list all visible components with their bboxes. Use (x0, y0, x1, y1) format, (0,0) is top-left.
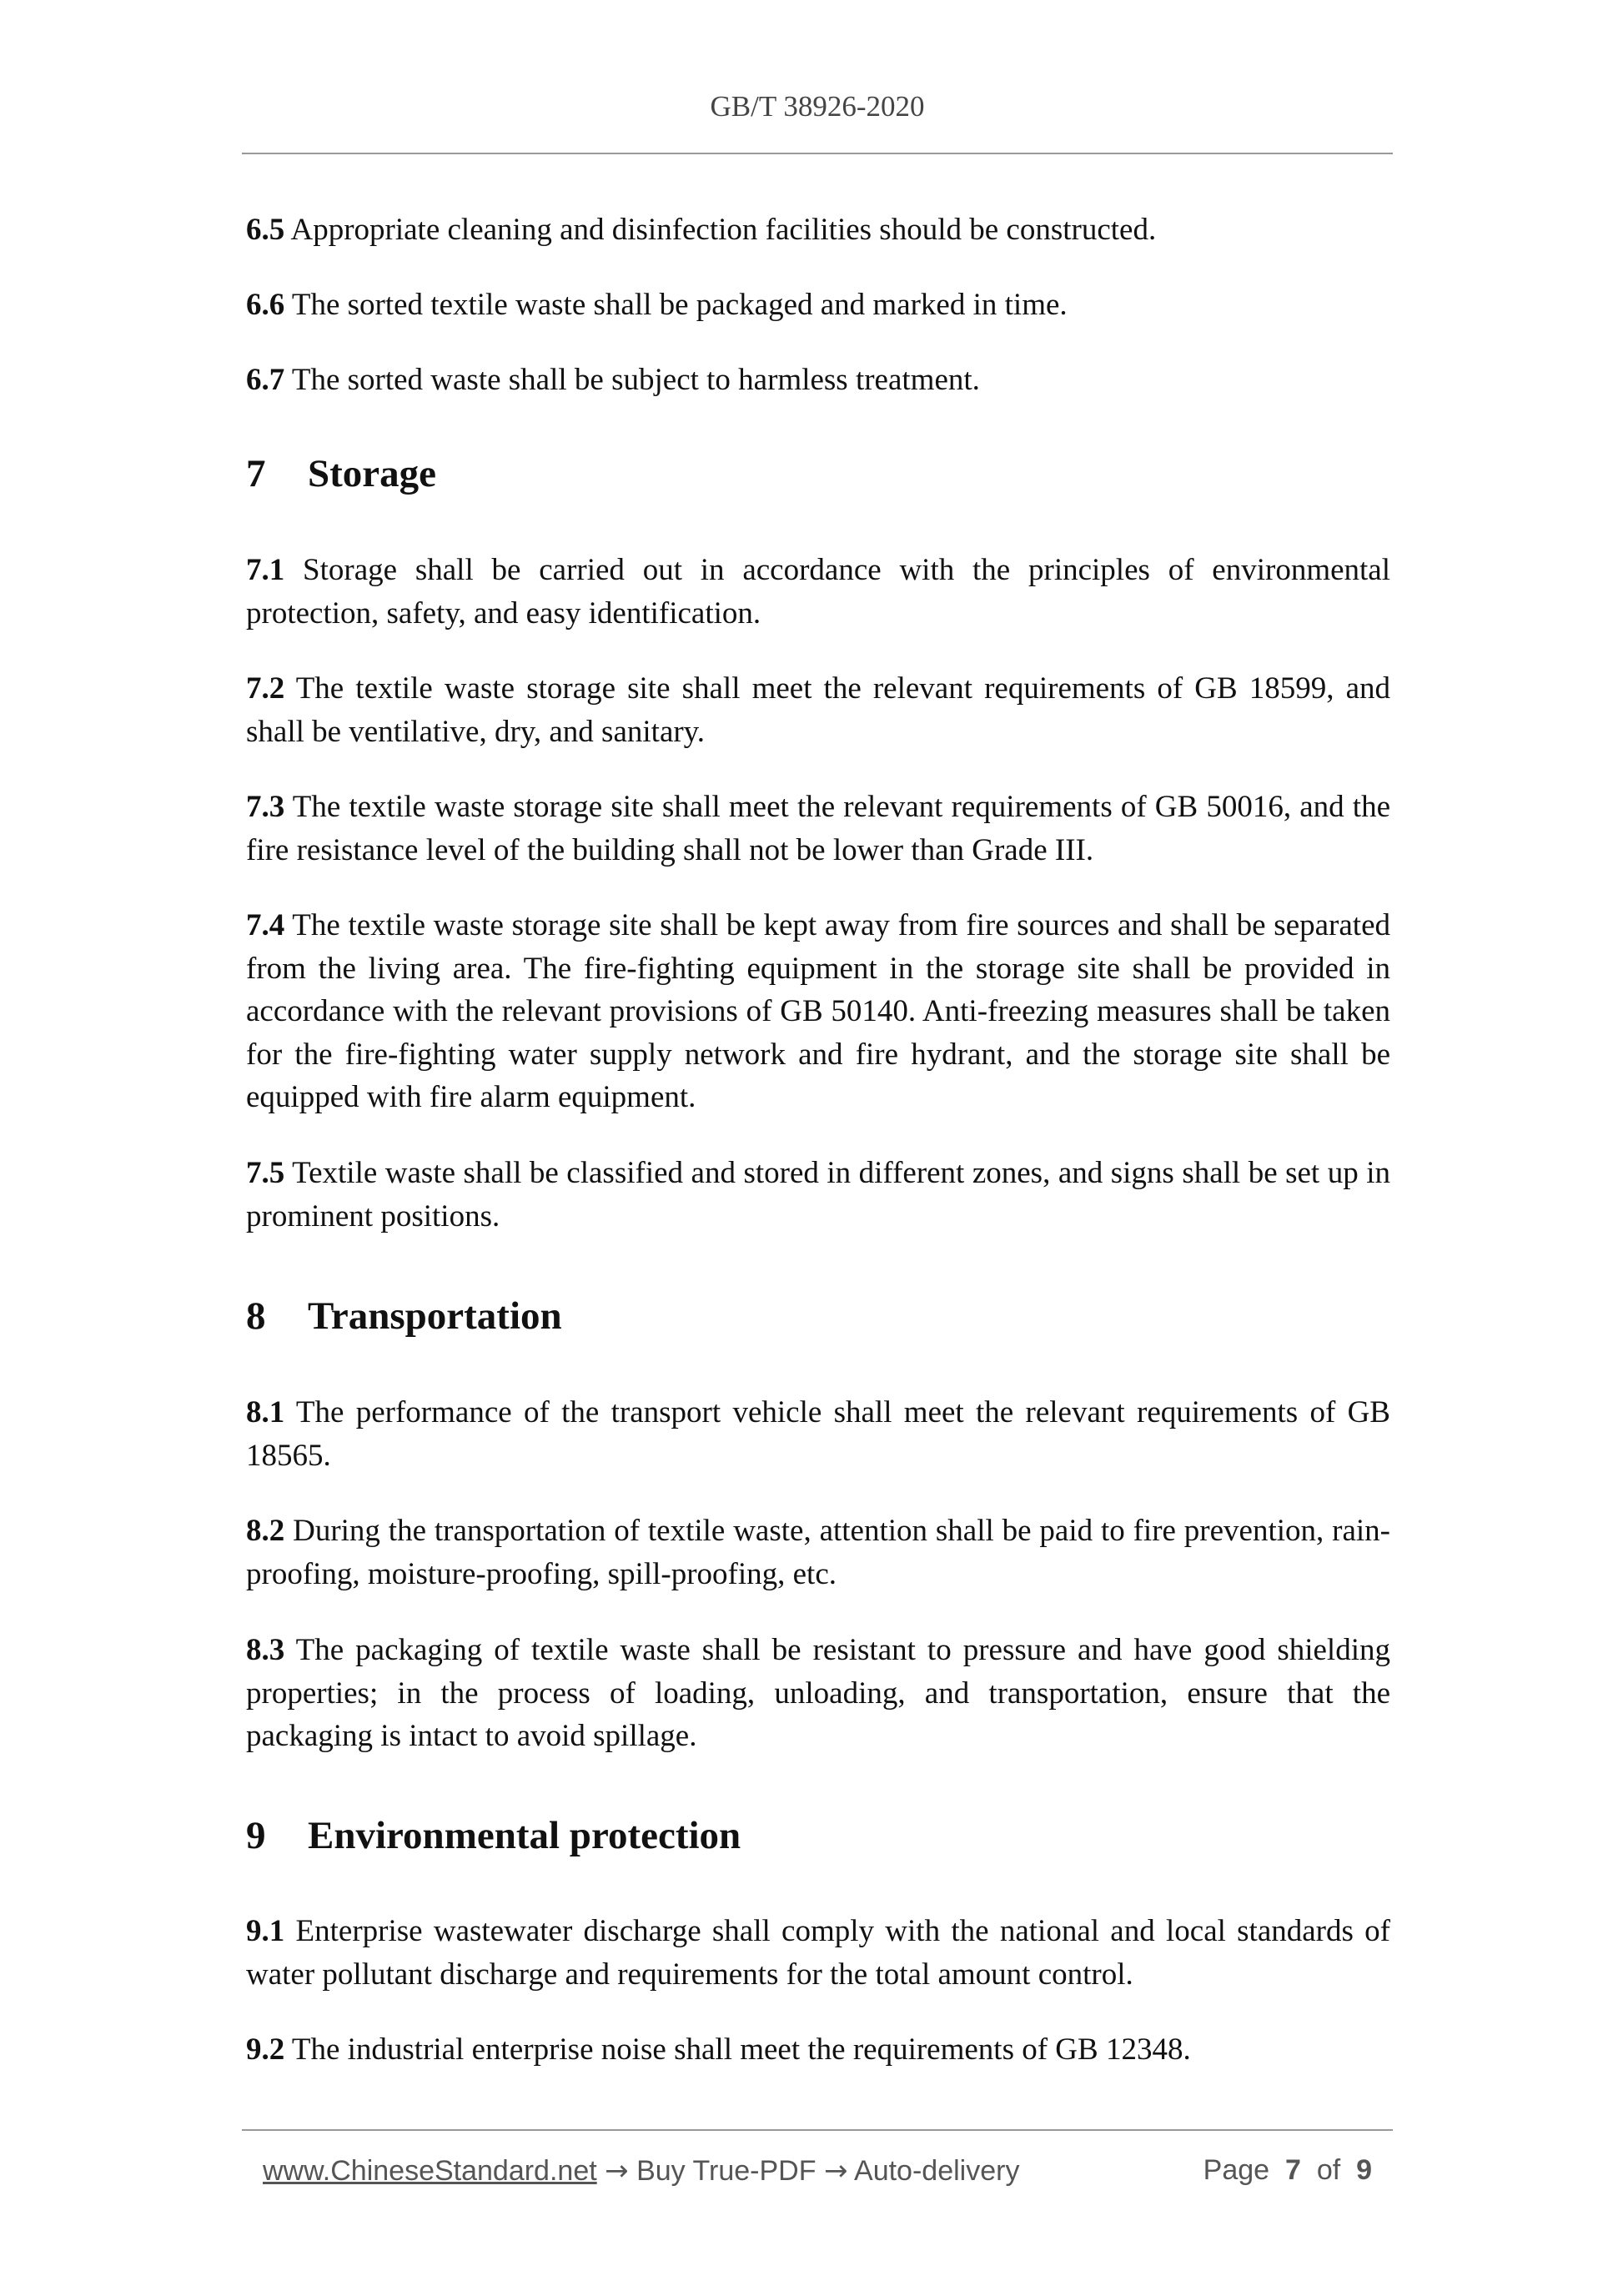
section-title: Environmental protection (308, 1814, 741, 1857)
section-heading-transportation (246, 1291, 562, 1341)
clause-number: 6.7 (246, 363, 285, 397)
clause-6-7 (246, 359, 1390, 402)
clause-text: The packaging of textile waste shall be resistant to pressure and have good shielding properties; in the process of loading, unloading, and transportation, ensure that the packaging is intact to avoid spillage. (246, 1633, 1390, 1753)
footer-promo (263, 2154, 1019, 2188)
clause-number: 8.1 (246, 1395, 285, 1429)
right-arrow-icon: → (823, 2154, 848, 2188)
clause-number: 7.5 (246, 1156, 285, 1190)
clause-number: 9.2 (246, 2032, 285, 2067)
clause-number: 7.4 (246, 908, 285, 942)
section-title: Transportation (308, 1294, 562, 1338)
clause-7-4 (246, 904, 1390, 1119)
clause-text: The industrial enterprise noise shall meet the requirements of GB 12348. (291, 2032, 1191, 2067)
section-number: 8 (246, 1294, 266, 1338)
clause-9-1 (246, 1910, 1390, 1996)
clause-text: The sorted textile waste shall be packaged and marked in time. (291, 288, 1068, 322)
clause-8-3 (246, 1629, 1390, 1758)
section-title: Storage (308, 452, 437, 495)
document-header: GB/T 38926-2020 (710, 90, 925, 123)
auto-delivery-text: Auto-delivery (854, 2155, 1020, 2187)
right-arrow-icon: → (605, 2154, 629, 2188)
clause-text: Appropriate cleaning and disinfection facilities should be constructed. (290, 213, 1157, 247)
clause-7-5 (246, 1152, 1390, 1238)
clause-text: During the transportation of textile waste, attention shall be paid to fire prevention, rain-proofing, moisture-proofing, spill-proofing, etc. (246, 1514, 1390, 1591)
section-number: 7 (246, 452, 266, 495)
clause-text: Textile waste shall be classified and stored in different zones, and signs shall be set up in prominent positions. (246, 1156, 1390, 1233)
total-pages-number: 9 (1356, 2154, 1372, 2186)
section-heading-storage (246, 449, 436, 499)
page-indicator (1203, 2154, 1372, 2187)
clause-9-2 (246, 2028, 1390, 2072)
clause-6-5 (246, 208, 1390, 252)
clause-8-2 (246, 1510, 1390, 1595)
current-page-number: 7 (1284, 2154, 1301, 2186)
clause-text: Storage shall be carried out in accordance with the principles of environmental protection, safety, and easy identification. (246, 553, 1391, 631)
header-divider (242, 153, 1393, 154)
clause-text: The textile waste storage site shall be kept away from fire sources and shall be separated from the living area. The fire-fighting equipment in the storage site shall be provided in accordance with the relevant provisions of GB 50140. Anti-freezing measures shall be taken for the fire-fighting water supply network and fire hydrant, and the storage site shall be equipped with fire alarm equipment. (246, 908, 1390, 1114)
footer-divider (242, 2129, 1393, 2131)
clause-number: 9.1 (246, 1914, 285, 1948)
clause-text: The textile waste storage site shall meet the relevant requirements of GB 50016, and the fire resistance level of the building shall not be lower than Grade III. (246, 790, 1390, 867)
clause-number: 6.5 (246, 213, 285, 247)
website-link[interactable]: www.ChineseStandard.net (263, 2155, 597, 2187)
clause-number: 7.1 (246, 553, 285, 587)
page-of-label: of (1316, 2154, 1341, 2186)
clause-number: 7.2 (246, 671, 285, 706)
clause-text: The sorted waste shall be subject to harmless treatment. (291, 363, 980, 397)
page-label: Page (1203, 2154, 1270, 2186)
section-number: 9 (246, 1814, 266, 1857)
clause-text: The textile waste storage site shall meet the relevant requirements of GB 18599, and shall be ventilative, dry, and sanitary. (246, 671, 1390, 749)
clause-number: 7.3 (246, 790, 285, 824)
clause-text: The performance of the transport vehicle shall meet the relevant requirements of GB 18565. (246, 1395, 1390, 1473)
clause-7-1 (246, 549, 1390, 635)
clause-text: Enterprise wastewater discharge shall comply with the national and local standards of water pollutant discharge and requirements for the total amount control. (246, 1914, 1391, 1992)
section-heading-environmental-protection (246, 1811, 741, 1861)
clause-number: 8.2 (246, 1514, 285, 1548)
clause-number: 8.3 (246, 1633, 285, 1667)
clause-6-6 (246, 284, 1390, 327)
clause-number: 6.6 (246, 288, 285, 322)
clause-8-1 (246, 1391, 1390, 1477)
buy-true-pdf-text: Buy True-PDF (636, 2155, 817, 2187)
clause-7-3 (246, 786, 1390, 872)
clause-7-2 (246, 667, 1390, 753)
page-footer (263, 2154, 1372, 2191)
